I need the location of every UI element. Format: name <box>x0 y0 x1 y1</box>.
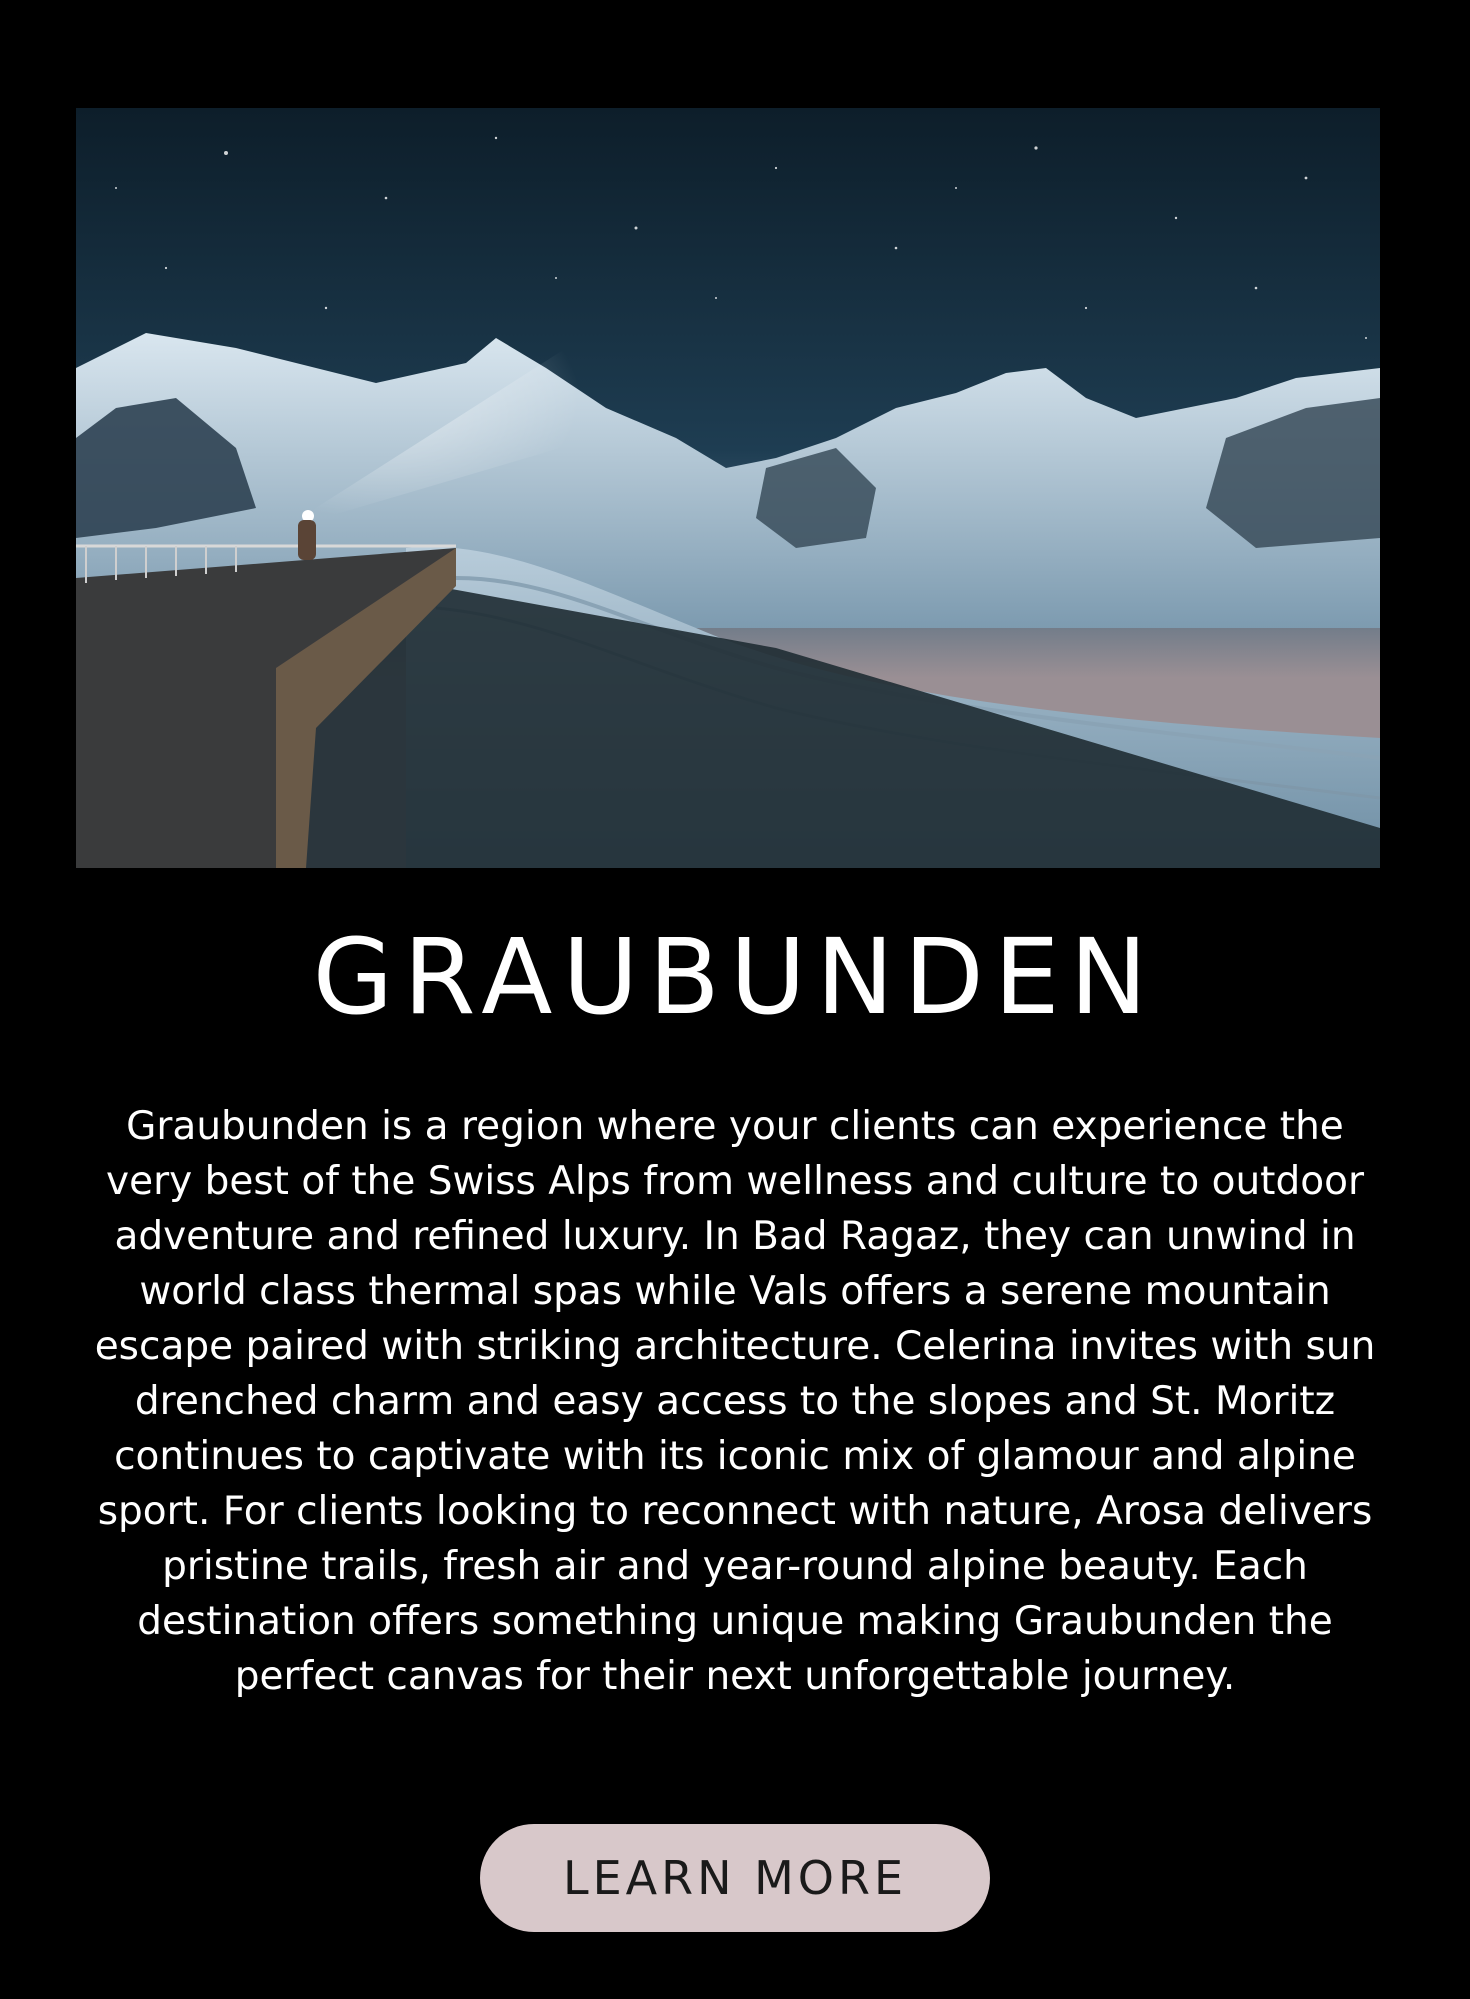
description-text: Graubunden is a region where your clients can experience the very best of the Swiss Alps from wellness and culture to outdoor adventure and refined luxury. In Bad Ragaz, they can unwind in world class thermal spas while Vals offers a serene mountain escape paired with striking architecture. Celerina invites with sun drenched charm and easy access to the slopes and St. Moritz continues to captivate with its iconic mix of glamour and alpine sport. For clients looking to reconnect with nature, Arosa delivers pristine trails, fresh air and year-round alpine beauty. Each destination offers something unique making Graubunden the perfect canvas for their next unforgettable journey. <box>94 1104 1376 1699</box>
hero-image <box>76 108 1380 868</box>
learn-more-button[interactable]: LEARN MORE <box>480 1824 990 1932</box>
page-title: GRAUBUNDEN <box>312 916 1158 1038</box>
mountain-night-photo <box>76 108 1380 868</box>
